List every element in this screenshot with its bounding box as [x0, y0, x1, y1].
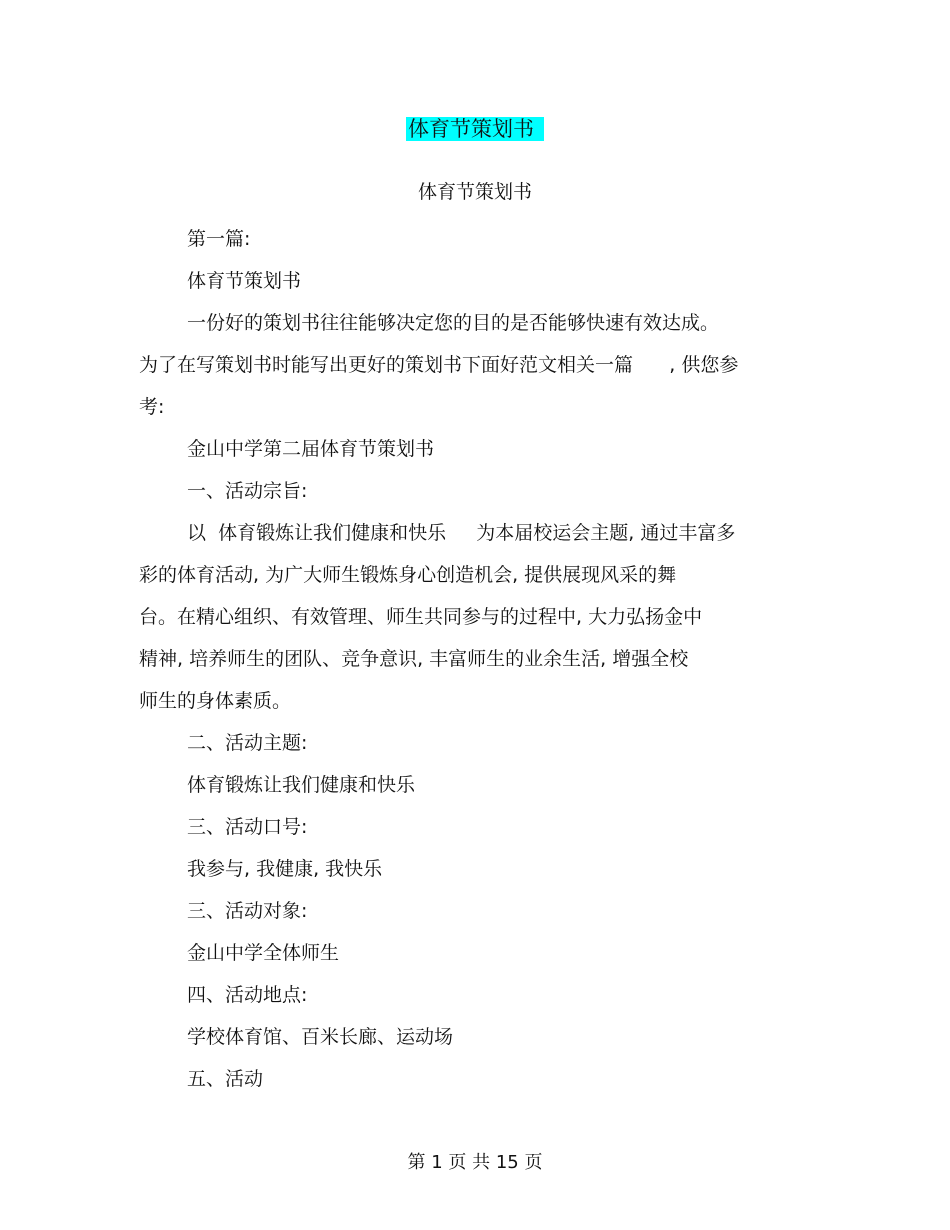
- body-paragraph: 四、活动地点:: [187, 984, 308, 1006]
- body-paragraph: 以 体育锻炼让我们健康和快乐 为本届校运会主题, 通过丰富多: [187, 522, 736, 544]
- body-paragraph: 体育节策划书: [187, 270, 302, 292]
- body-paragraph: 体育锻炼让我们健康和快乐: [187, 774, 416, 796]
- body-paragraph: 三、活动对象:: [187, 900, 308, 922]
- body-paragraph: 考:: [139, 396, 165, 418]
- body-paragraph: 金山中学全体师生: [187, 942, 340, 964]
- body-paragraph: 台。在精心组织、有效管理、师生共同参与的过程中, 大力弘扬金中: [139, 606, 703, 628]
- body-paragraph: 五、活动: [187, 1068, 264, 1090]
- body-paragraph: 为了在写策划书时能写出更好的策划书下面好范文相关一篇 , 供您参: [139, 354, 739, 376]
- body-paragraph: 一份好的策划书往往能够决定您的目的是否能够快速有效达成。: [187, 312, 720, 334]
- body-paragraph: 第一篇:: [187, 228, 251, 250]
- document-title: [0, 113, 950, 145]
- body-paragraph: 三、活动口号:: [187, 816, 308, 838]
- body-paragraph: 彩的体育活动, 为广大师生锻炼身心创造机会, 提供展现风采的舞: [139, 564, 677, 586]
- document-subtitle: 体育节策划书: [417, 181, 532, 203]
- body-paragraph: 一、活动宗旨:: [187, 480, 308, 502]
- body-paragraph: 金山中学第二届体育节策划书: [187, 438, 435, 460]
- body-paragraph: 师生的身体素质。: [139, 690, 292, 712]
- document-body: [139, 218, 789, 1100]
- body-paragraph: 精神, 培养师生的团队、竞争意识, 丰富师生的业余生活, 增强全校: [139, 648, 689, 670]
- body-paragraph: 二、活动主题:: [187, 732, 308, 754]
- body-paragraph: 学校体育馆、百米长廊、运动场: [187, 1026, 454, 1048]
- page-footer: 第 1 页 共 15 页: [407, 1152, 543, 1173]
- body-paragraph: 我参与, 我健康, 我快乐: [187, 858, 383, 880]
- document-title-text: 体育节策划书: [406, 117, 544, 141]
